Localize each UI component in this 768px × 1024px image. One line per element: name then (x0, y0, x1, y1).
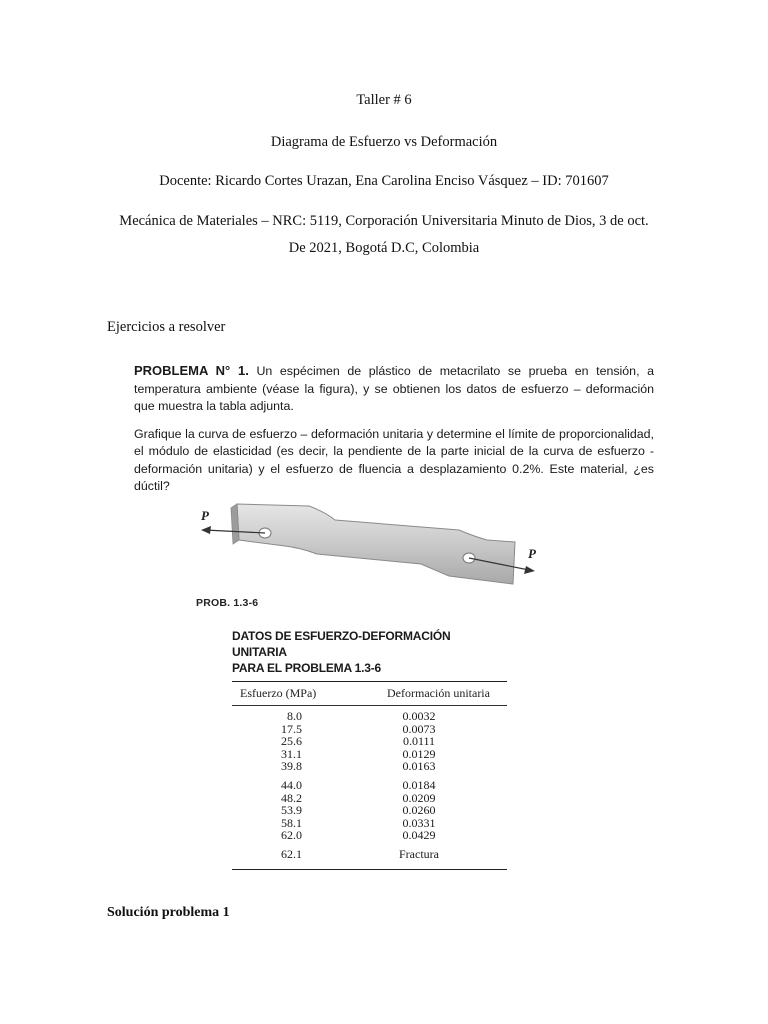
load-label-left: P (201, 508, 209, 523)
right-arrow-head (524, 566, 535, 574)
table-header-rule (232, 705, 507, 706)
stress-value: 8.0 (287, 709, 302, 723)
table-row (232, 723, 507, 736)
table-row (232, 710, 507, 723)
solution-heading: Solución problema 1 (107, 905, 230, 920)
strain-value: 0.0129 (402, 746, 436, 761)
figure-caption: PROB. 1.3-6 (196, 597, 259, 609)
table-row (232, 779, 507, 792)
column-header-strain: Deformación unitaria (387, 686, 490, 700)
document-title: Taller # 6 (356, 92, 412, 108)
table-header-row (232, 682, 507, 705)
strain-value: 0.0331 (402, 815, 436, 830)
document-subtitle: Diagrama de Esfuerzo vs Deformación (270, 134, 498, 150)
stress-value: 17.5 (281, 721, 302, 736)
strain-value: 0.0209 (402, 790, 436, 805)
stress-strain-table (232, 628, 507, 870)
strain-value: 0.0163 (402, 759, 436, 774)
strain-value: 0.0073 (402, 721, 436, 736)
table-row (232, 829, 507, 842)
table-row (232, 748, 507, 761)
table-title-line-2: PARA EL PROBLEMA 1.3-6 (232, 661, 381, 675)
specimen-body (237, 504, 515, 584)
strain-value: 0.0111 (402, 734, 436, 749)
strain-value: 0.0184 (402, 777, 436, 792)
strain-value: 0.0260 (402, 803, 436, 818)
stress-value: 58.1 (281, 815, 302, 830)
stress-value: 44.0 (281, 777, 302, 792)
table-row (232, 760, 507, 773)
teachers-line: Docente: Ricardo Cortes Urazan, Ena Carolina Enciso Vásquez – ID: 701607 (159, 173, 609, 189)
stress-value: 31.1 (281, 746, 302, 761)
course-line: Mecánica de Materiales – NRC: 5119, Corporación Universitaria Minuto de Dios, 3 de oct. (119, 213, 649, 229)
table-row (232, 804, 507, 817)
problem-paragraph-2: Grafique la curva de esfuerzo – deformación unitaria y determine el límite de proporcionalidad, el módulo de elasticidad (es decir, la pendiente de la parte inicial de la curva de esfuerzo - deformación unitaria) y el esfuerzo de fluencia a desplazamiento 0.2%. Este material, ¿es dúctil? (134, 426, 654, 493)
problem-label: PROBLEMA N° 1. (134, 363, 249, 378)
stress-value: 62.0 (281, 828, 302, 843)
left-arrow-head (201, 526, 211, 534)
table-title-line-1: DATOS DE ESFUERZO-DEFORMACIÓN UNITARIA (232, 629, 451, 659)
problem-paragraph-1-text: Un espécimen de plástico de metacrilato se prueba en tensión, a temperatura ambiente (véase la figura), y se obtienen los datos de esfuerzo – deformación que muestra la tabla adjunta. (134, 364, 654, 413)
stress-value: 48.2 (281, 790, 302, 805)
problem-paragraph-1 (134, 362, 654, 416)
stress-value: 53.9 (281, 803, 302, 818)
strain-value: 0.0429 (402, 828, 436, 843)
table-body (232, 710, 507, 861)
table-row (232, 792, 507, 805)
stress-value: 62.1 (281, 846, 302, 861)
strain-value: Fractura (399, 846, 439, 861)
table-row (232, 848, 507, 861)
table-row (232, 735, 507, 748)
table-bottom-rule (232, 869, 507, 870)
section-title: Ejercicios a resolver (107, 319, 226, 335)
date-line: De 2021, Bogotá D.C, Colombia (288, 240, 480, 256)
load-label-right: P (528, 546, 536, 561)
stress-value: 25.6 (281, 734, 302, 749)
stress-value: 39.8 (281, 759, 302, 774)
table-row (232, 817, 507, 830)
column-header-stress: Esfuerzo (MPa) (240, 686, 317, 700)
problem-statement (134, 362, 654, 496)
strain-value: 0.0032 (402, 709, 436, 723)
